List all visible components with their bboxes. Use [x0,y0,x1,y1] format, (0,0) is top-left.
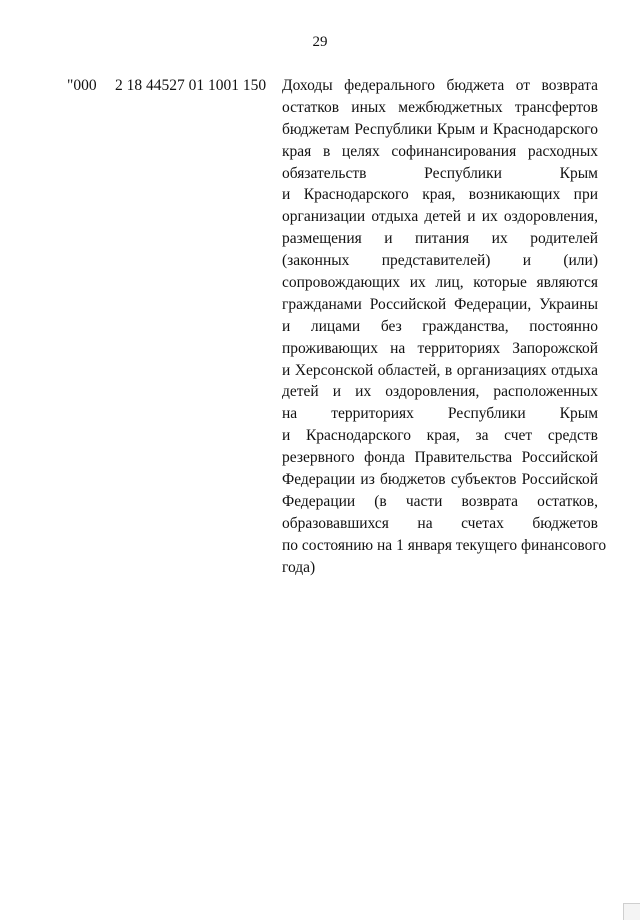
description-line: образовавшихся на счетах бюджетов [282,514,598,532]
description-line: размещения и питания их родителей [282,230,598,248]
description-line: Федерации (в части возврата остатков, [282,492,598,510]
description-line: сопровождающих их лиц, которые являются [282,274,598,292]
description-line: Федерации из бюджетов субъектов Российской [282,471,598,489]
description-line: (законных представителей) и (или) [282,252,598,270]
description-line: и Херсонской областей, в организациях отдыха [282,361,598,379]
page-number: 29 [312,34,328,50]
page-corner-mark [623,903,640,920]
description-line: гражданами Российской Федерации, Украины [282,295,598,313]
description-line: и Краснодарского края, за счет средств [282,427,598,445]
description-line: Доходы федерального бюджета от возврата [282,77,598,94]
description-line: бюджетам Республики Крым и Краснодарского [282,120,598,138]
budget-classification-code: 2 18 44527 01 1001 150 [115,77,267,94]
description-line: края в целях софинансирования расходных [282,142,598,160]
revenue-description [282,75,607,578]
description-line: обязательств Республики Крым [282,164,598,182]
description-line: года) [282,558,316,576]
description-line: проживающих на территориях Запорожской [282,339,598,357]
administrator-code: "000 [67,77,97,94]
description-line: детей и их оздоровления, расположенных [282,383,598,401]
description-line: на территориях Республики Крым [282,405,598,423]
description-line: и лицами без гражданства, постоянно [282,317,598,335]
description-line: и Краснодарского края, возникающих при [282,186,598,204]
description-line: резервного фонда Правительства Российской [282,449,598,467]
description-line: организации отдыха детей и их оздоровления, [282,208,598,226]
table-row [0,75,640,576]
description-line: по состоянию на 1 января текущего финансового [282,536,607,554]
description-line: остатков иных межбюджетных трансфертов [282,98,598,116]
